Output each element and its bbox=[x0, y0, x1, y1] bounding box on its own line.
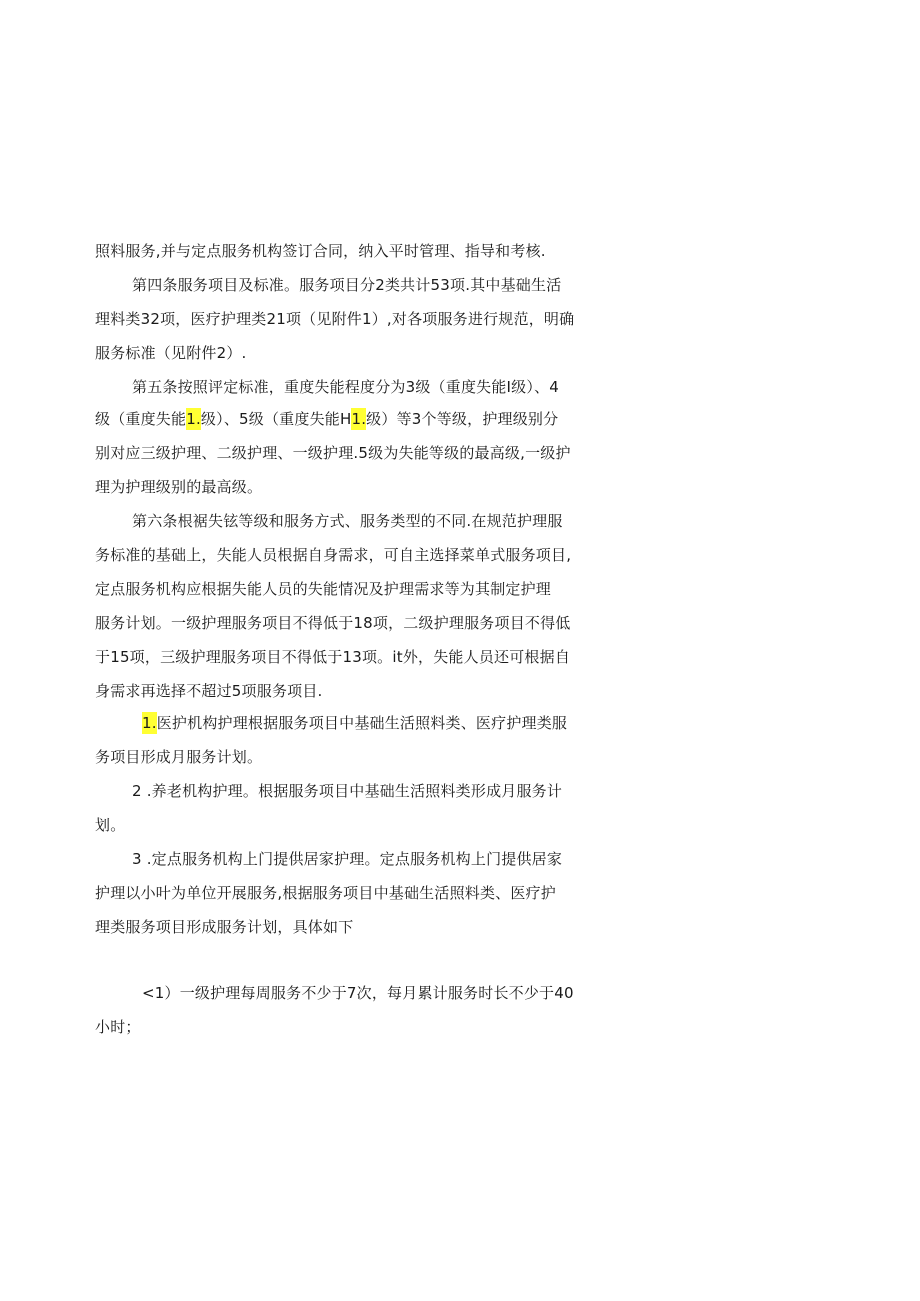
text-line: 定点服务机构应根据失能人员的失能情况及护理需求等为其制定护理 bbox=[95, 580, 552, 598]
text-line: 别对应三级护理、二级护理、一级护理.5级为失能等级的最高级,一级护 bbox=[95, 444, 571, 462]
text-line: 划。 bbox=[95, 816, 126, 834]
text-line: 务项目形成月服务计划。 bbox=[95, 748, 263, 766]
text-line: 身需求再选择不超过5项服务项目. bbox=[95, 682, 323, 700]
text-segment: 医护机构护理根据服务项目中基础生活照料类、医疗护理类服 bbox=[156, 714, 568, 732]
text-line: 服务标准（见附件2）. bbox=[95, 344, 247, 362]
text-line: 服务计划。一级护理服务项目不得低于18项，二级护理服务项目不得低 bbox=[95, 614, 571, 632]
highlight-mark: 1. bbox=[142, 712, 157, 734]
text-line: 护理以小叶为单位开展服务,根据服务项目中基础生活照料类、医疗护 bbox=[95, 884, 556, 902]
text-line: 照料服务,并与定点服务机构签订合同，纳入平时管理、指导和考核. bbox=[95, 242, 546, 260]
text-line: 理为护理级别的最高级。 bbox=[95, 478, 263, 496]
text-line: 务标准的基础上，失能人员根据自身需求，可自主选择菜单式服务项目, bbox=[95, 546, 572, 564]
text-line: 3 .定点服务机构上门提供居家护理。定点服务机构上门提供居家 bbox=[132, 850, 563, 868]
text-line: 小时； bbox=[95, 1018, 141, 1036]
text-line bbox=[142, 712, 672, 734]
text-line: 第四条服务项目及标准。服务项目分2类共计53项.其中基础生活 bbox=[132, 276, 562, 294]
text-segment: 级）、5级（重度失能H bbox=[200, 410, 352, 428]
text-line: <1）一级护理每周服务不少于7次，每月累计服务时长不少于40 bbox=[142, 984, 574, 1002]
highlight-mark: 1. bbox=[351, 408, 366, 430]
text-segment: 级）等3个等级，护理级别分 bbox=[366, 410, 559, 428]
text-line: 第五条按照评定标准，重度失能程度分为3级（重度失能I级）、4 bbox=[132, 378, 560, 396]
highlight-mark: 1. bbox=[186, 408, 201, 430]
text-line bbox=[95, 408, 625, 430]
text-segment: 级（重度失能 bbox=[95, 410, 187, 428]
text-line: 第六条根裾失铉等级和服务方式、服务类型的不同.在规范护理服 bbox=[132, 512, 563, 530]
text-line: 理料类32项，医疗护理类21项（见附件1）,对各项服务进行规范，明确 bbox=[95, 310, 575, 328]
text-line: 于15项，三级护理服务项目不得低于13项。it外，失能人员还可根据自 bbox=[95, 648, 571, 666]
text-line: 理类服务项目形成服务计划，具体如下 bbox=[95, 918, 354, 936]
text-line: 2 .养老机构护理。根据服务项目中基础生活照料类形成月服务计 bbox=[132, 782, 563, 800]
